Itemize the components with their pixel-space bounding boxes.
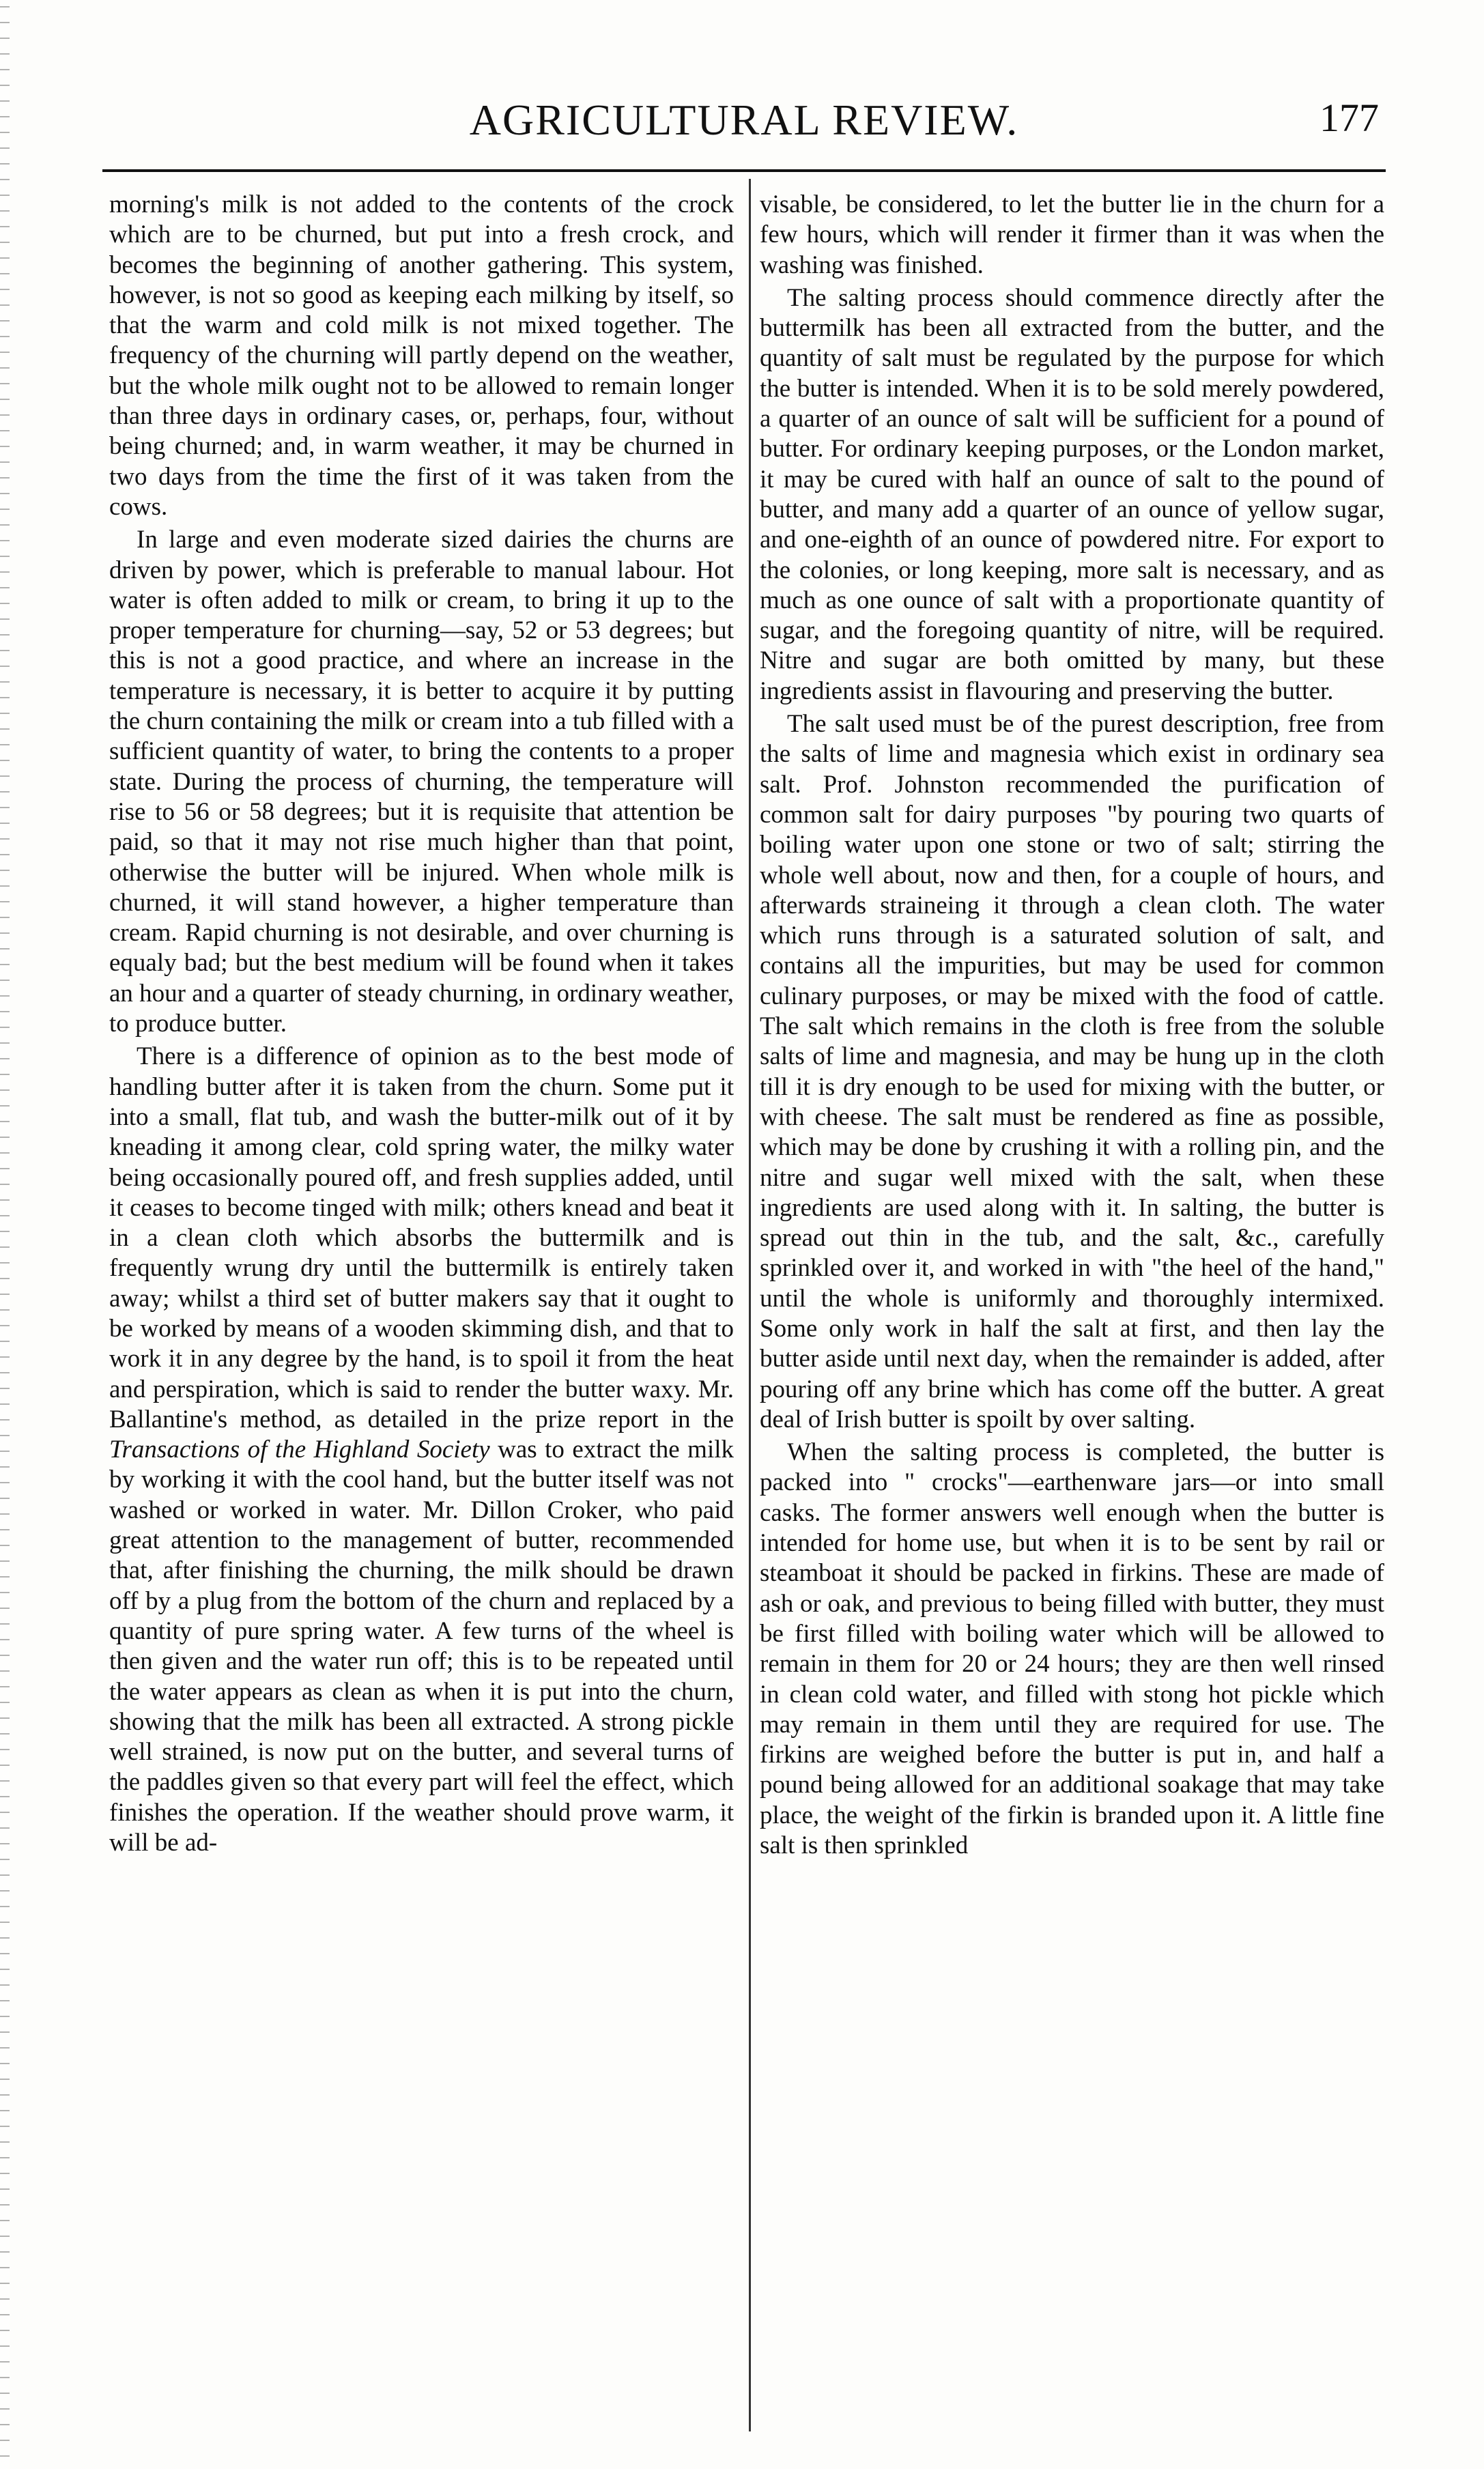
paragraph: The salt used must be of the purest description, free from the salts of lime and magnesia which exist in ordinary sea salt. Prof. Johnston recommended the purification of common salt for dairy purposes "by pouring two quarts of boiling water upon one stone or two of salt; stirring the whole well about, now and then, for a couple of hours, and afterwards straineing it through a clean cloth. The water which runs through is a saturated solution of salt, and contains all the impurities, but may be used for common culinary purposes, or may be mixed with the food of cattle. The salt which remains in the cloth is free from the soluble salts of lime and magnesia, and may be hung up in the cloth till it is dry enough to be used for mixing with the butter, or with cheese. The salt must be rendered as fine as possible, which may be done by crushing it with a rolling pin, and the nitre and sugar well mixed with the salt, when these ingredients are used along with it. In salting, the butter is spread out thin in the tub, and the salt, &c., carefully sprinkled over it, and worked in with "the heel of the hand," until the whole is uniformly and thoroughly intermixed. Some only work in half the salt at first, and then lay the butter aside until next day, when the remainder is added, after pouring off any brine which has come off the butter. A great deal of Irish butter is spoilt by over salting. <box>760 710 1384 1433</box>
paragraph-text: There is a difference of opinion as to the best mode of handling butter after it is taken from the churn. Some put it into a small, flat tub, and wash the butter-milk out of it by kneading it among clear, cold spring water, the milky water being occasionally poured off, and fresh supplies added, until it ceases to become tinged with milk; others knead and beat it in a clean cloth which absorbs the buttermilk and is frequently wrung dry until the buttermilk is entirely taken away; whilst a third set of butter makers say that it ought to be worked by means of a wooden skimming dish, and that to work it in any degree by the hand, is to spoil it from the heat and perspiration, which is said to render the butter waxy. Mr. Ballantine's method, as detailed in the prize report in the <box>109 1042 734 1433</box>
publication-title: Transactions of the Highland Society <box>109 1436 490 1464</box>
header-rule <box>102 169 1386 172</box>
page-number: 177 <box>1319 96 1379 140</box>
paragraph: In large and even moderate sized dairies the churns are driven by power, which is preferable to manual labour. Hot water is often added to milk or cream, to bring it up to the proper temperature for churning—say, 52 or 53 degrees; but this is not a good practice, and where an increase in the temperature is necessary, it is better to acquire it by putting the churn containing the milk or cream into a tub filled with a sufficient quantity of water, to bring the contents to a proper state. During the process of churning, the temperature will rise to 56 or 58 degrees; but it is requisite that attention be paid, so that it may not rise much higher than that point, otherwise the butter will be injured. When whole milk is churned, it will stand however, a higher temperature than cream. Rapid churning is not desirable, and over churning is equaly bad; but the best medium will be found when it takes an hour and a quarter of steady churning, in ordinary weather, to produce butter. <box>109 526 734 1038</box>
page-header <box>102 89 1386 157</box>
binding-edge <box>0 0 10 2469</box>
left-column <box>109 190 734 2436</box>
paragraph: When the salting process is completed, the butter is packed into " crocks"—earthenware jars—or into small casks. The former answers well enough when the butter is intended for home use, but when it is to be sent by rail or steamboat it should be packed in firkins. These are made of ash or oak, and previous to being filled with butter, they must be first filled with boiling water which will be allowed to remain in them for 20 or 24 hours; they are then well rinsed in clean cold water, and filled with stong hot pickle which may remain in them until they are required for use. The firkins are weighed before the butter is put in, and half a pound being allowed for an additional soakage that may take place, the weight of the firkin is branded upon it. A little fine salt is then sprinkled <box>760 1438 1384 1860</box>
paragraph <box>109 1042 734 1858</box>
paragraph: morning's milk is not added to the contents of the crock which are to be churned, but put into a fresh crock, and becomes the beginning of another gathering. This system, however, is not so good as keeping each milking by itself, so that the warm and cold milk is not mixed together. The frequency of the churning will partly depend on the weather, but the whole milk ought not to be allowed to remain longer than three days in ordinary cases, or, perhaps, four, without being churned; and, in warm weather, it may be churned in two days from the time the first of it was taken from the cows. <box>109 190 734 521</box>
column-divider <box>749 179 751 2431</box>
paragraph: The salting process should commence directly after the buttermilk has been all extracted from the butter, and the quantity of salt must be regulated by the purpose for which the butter is intended. When it is to be sold merely powdered, a quarter of an ounce of salt will be sufficient for a pound of butter. For ordinary keeping purposes, or the London market, it may be cured with half an ounce of salt to the pound of butter, and many add a quarter of an ounce of yellow sugar, and one-eighth of an ounce of powdered nitre. For export to the colonies, or long keeping, more salt is necessary, and as much as one ounce of salt with a proportionate quantity of sugar, and the foregoing quantity of nitre, will be required. Nitre and sugar are both omitted by many, but these ingredients assist in flavouring and preserving the butter. <box>760 283 1384 705</box>
paragraph: visable, be considered, to let the butter lie in the churn for a few hours, which will render it firmer than it was when the washing was finished. <box>760 190 1384 279</box>
paragraph-text: was to extract the milk by working it with the cool hand, but the butter itself was not washed or worked in water. Mr. Dillon Croker, who paid great attention to the management of butter, recommended that, after finishing the churning, the milk should be drawn off by a plug from the bottom of the churn and replaced by a quantity of pure spring water. A few turns of the wheel is then given and the water run off; this is to be repeated until the water appears as clean as when it is put into the churn, showing that the milk has been all extracted. A strong pickle well strained, is now put on the butter, and several turns of the paddles given so that every part will feel the effect, which finishes the operation. If the weather should prove warm, it will be ad- <box>109 1436 734 1857</box>
running-title: AGRICULTURAL REVIEW. <box>469 96 1019 144</box>
right-column <box>760 190 1384 2436</box>
